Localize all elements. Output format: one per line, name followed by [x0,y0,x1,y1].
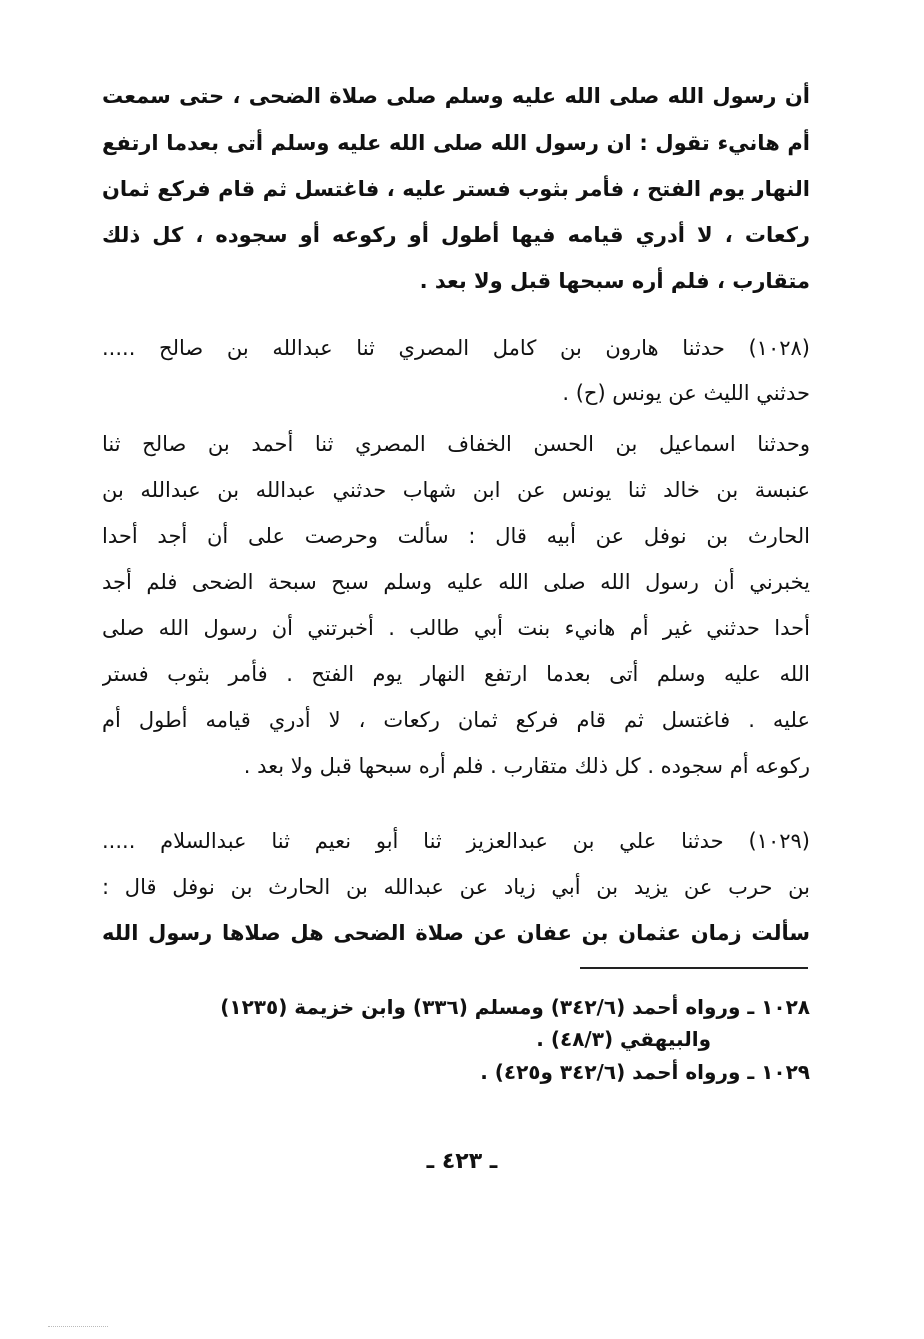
text-line: (١٠٢٩) حدثنا علي بن عبدالعزيز ثنا أبو نعيم ثنا عبدالسلام ..... [102,829,810,853]
text-line: حدثني الليث عن يونس (ح) . [562,381,810,405]
text-line: أم هانيء تقول : ان رسول الله صلى الله عليه وسلم أتى بعدما ارتفع [102,131,810,155]
text-line: ركوعه أم سجوده . كل ذلك متقارب . فلم أره سبحها قبل ولا بعد . [243,754,810,778]
text-line: أحدا حدثني غير أم هانيء بنت أبي طالب . أخبرتني أن رسول الله صلى [102,616,810,640]
text-line: بن حرب عن يزيد بن أبي زياد عن عبدالله بن الحارث بن نوفل قال : [102,875,810,899]
text-line: (١٠٢٨) حدثنا هارون بن كامل المصري ثنا عبدالله بن صالح ..... [102,336,810,360]
text-line: عنبسة بن خالد ثنا يونس عن ابن شهاب حدثني عبدالله بن عبدالله بن [102,478,810,502]
text-line: سألت زمان عثمان بن عفان عن صلاة الضحى هل صلاها رسول الله [102,921,810,945]
text-line: عليه . فاغتسل ثم قام فركع ثمان ركعات ، لا أدري قيامه أطول أم [102,708,810,732]
text-line: النهار يوم الفتح ، فأمر بثوب فستر عليه ، فاغتسل ثم قام فركع ثمان [102,177,810,201]
text-line: وحدثنا اسماعيل بن الحسن الخفاف المصري ثنا أحمد بن صالح ثنا [102,432,810,456]
scan-artifact [48,1326,108,1327]
text-line: الله عليه وسلم أتى بعدما ارتفع النهار يوم الفتح . فأمر بثوب فستر [102,662,810,686]
page-number: ـ ٤٢٣ ـ [426,1149,498,1174]
footnote-separator [580,967,808,969]
text-line: الحارث بن نوفل عن أبيه قال : سألت وحرصت على أن أجد أحدا [102,524,810,548]
footnote-line: والبيهقي (٤٨/٣) . [536,1027,711,1051]
footnote-line: ١٠٢٩ ـ ورواه أحمد (٣٤٢/٦ و٤٢٥) . [480,1060,810,1084]
footnote-line: ١٠٢٨ ـ ورواه أحمد (٣٤٢/٦) ومسلم (٣٣٦) وابن خزيمة (١٢٣٥) [220,995,810,1019]
text-line: ركعات ، لا أدري قيامه فيها أطول أو ركوعه أو سجوده ، كل ذلك [102,223,810,247]
text-line: أن رسول الله صلى الله عليه وسلم صلى صلاة الضحى ، حتى سمعت [102,84,810,108]
text-line: متقارب ، فلم أره سبحها قبل ولا بعد . [419,269,810,293]
text-line: يخبرني أن رسول الله صلى الله عليه وسلم سبح سبحة الضحى فلم أجد [102,570,810,594]
